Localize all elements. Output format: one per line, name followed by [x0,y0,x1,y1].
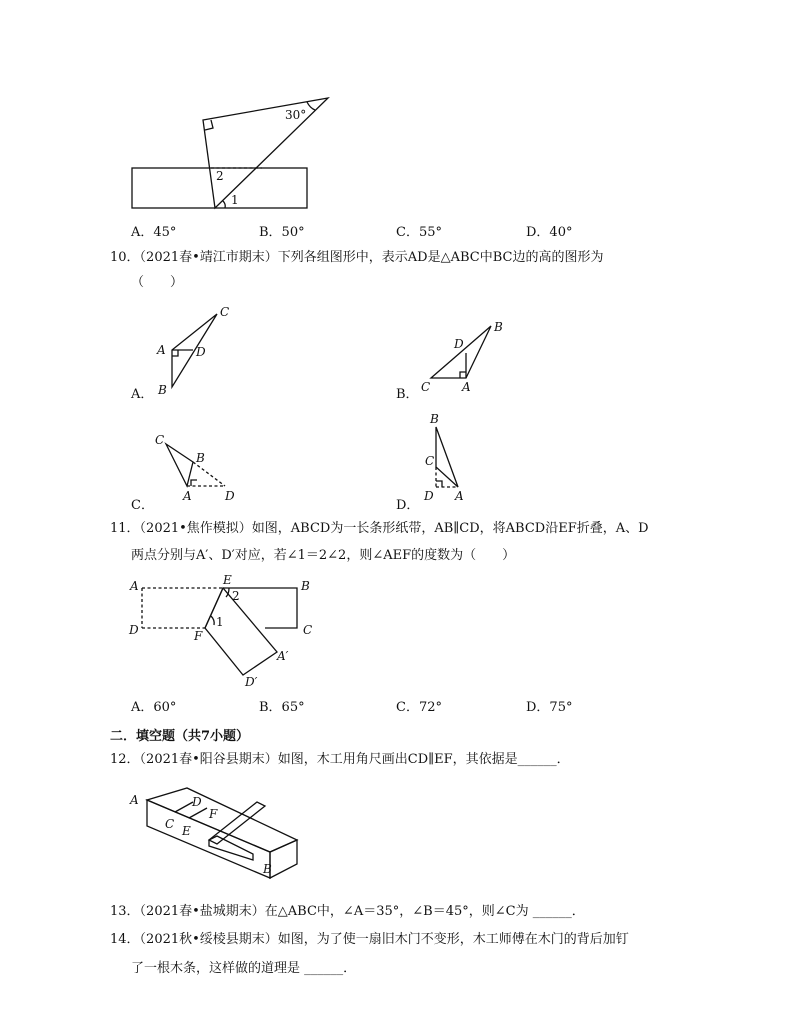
q11-label-f: F [194,629,203,643]
q10-stem-line2: （ ） [131,275,184,290]
q10d-label-c: C [425,454,435,468]
q10d-triangle [436,427,458,487]
q12-square-short-arm [209,836,253,860]
q11-label-c: C [303,623,313,637]
q12-label-c: C [165,817,175,831]
q10c-right-angle-mark [191,480,197,486]
q11-option-c[interactable]: C．72° [396,700,442,715]
q10-option-c-label[interactable]: C． [131,498,154,513]
q9-angle-label: 30° [285,108,307,122]
q10-stem-line1: 10．（2021春•靖江市期末）下列各组图形中，表示AD是△ABC中BC边的高的图形为 [110,250,604,265]
q10b-label-a: A [462,380,471,394]
q12-block-side [270,840,297,878]
q10b-triangle [431,326,491,378]
q10d-label-d: D [424,489,434,503]
q10c-label-c: C [155,433,165,447]
q10-option-b-label[interactable]: B． [396,387,419,402]
q11-stem-line2: 两点分别与A′、D′对应，若∠1＝2∠2，则∠AEF的度数为（ ） [131,548,516,563]
q11-angle-1-label: 1 [216,615,224,629]
q11-label-e: E [223,573,232,587]
q10-option-a-label[interactable]: A． [131,387,154,402]
q10a-label-a: A [157,343,166,357]
q10b-label-b: B [494,320,503,334]
q10-figure-b [418,316,518,398]
q10a-right-angle-mark [172,350,178,356]
q9-option-d[interactable]: D．40° [526,225,573,240]
q10a-label-c: C [220,305,230,319]
q10c-label-a: A [183,489,192,503]
q11-option-a[interactable]: A．60° [131,700,177,715]
q10c-label-d: D [225,489,235,503]
q10d-right-angle-mark [436,481,442,487]
q12-label-e: E [182,824,191,838]
q11-figure [125,570,325,690]
q10b-label-d: D [454,337,464,351]
q10-figure-d [418,405,488,510]
q10-figure-a [150,302,240,402]
q11-label-a-prime: A′ [277,649,289,663]
q10a-label-d: D [196,345,206,359]
q12-label-b: B [263,862,272,876]
q9-angle-arc-30 [307,102,315,110]
q12-label-f: F [209,807,218,821]
q11-folded-part [205,588,277,675]
q9-option-a[interactable]: A．45° [131,225,177,240]
q10d-label-b: B [430,412,439,426]
q9-right-angle-mark [205,120,213,130]
q11-stem-line1: 11．（2021•焦作模拟）如图，ABCD为一长条形纸带，AB∥CD，将ABCD沿EF折叠，A、D [110,521,649,536]
q12-label-a: A [130,793,139,807]
q9-angle-arc-1 [223,201,225,208]
q10b-right-angle-mark [460,372,466,378]
q13-stem: 13．（2021春•盐城期末）在△ABC中，∠A＝35°，∠B＝45°，则∠C为 ______． [110,904,585,919]
q10c-triangle [166,444,193,486]
q12-line-cd [175,802,193,812]
q12-figure [125,778,310,883]
q10b-label-c: C [421,380,431,394]
q12-stem: 12．（2021春•阳谷县期末）如图，木工用角尺画出CD∥EF，其依据是______． [110,752,570,767]
q10d-label-a: A [455,489,464,503]
q10c-dashed-side [193,462,225,486]
q10a-label-b: B [158,383,167,397]
q9-figure [120,88,350,218]
q11-label-b: B [301,579,310,593]
q10c-label-b: B [196,451,205,465]
q12-label-d: D [192,795,202,809]
q11-label-d-prime: D′ [245,675,258,689]
q14-stem-line1: 14．（2021秋•绥棱县期末）如图，为了使一扇旧木门不变形，木工师傅在木门的背后加钉 [110,932,629,947]
q12-line-ef [189,808,207,818]
q9-angle-2-label: 2 [216,169,224,183]
q10-figure-c [150,428,250,510]
q9-angle-1-label: 1 [231,193,239,207]
q9-option-b[interactable]: B．50° [259,225,305,240]
q11-option-b[interactable]: B．65° [259,700,305,715]
q14-stem-line2: 了一根木条，这样做的道理是 ______． [131,961,357,976]
q11-option-d[interactable]: D．75° [526,700,573,715]
q11-label-d: D [129,623,139,637]
q9-option-c[interactable]: C．55° [396,225,442,240]
q11-label-a: A [130,579,139,593]
section-fill-in-heading: 二．填空题（共7小题） [110,729,250,744]
q11-angle-arc-1 [211,616,214,625]
q9-set-square [203,98,328,208]
q10-option-d-label[interactable]: D． [396,498,420,513]
q11-angle-2-label: 2 [232,589,240,603]
